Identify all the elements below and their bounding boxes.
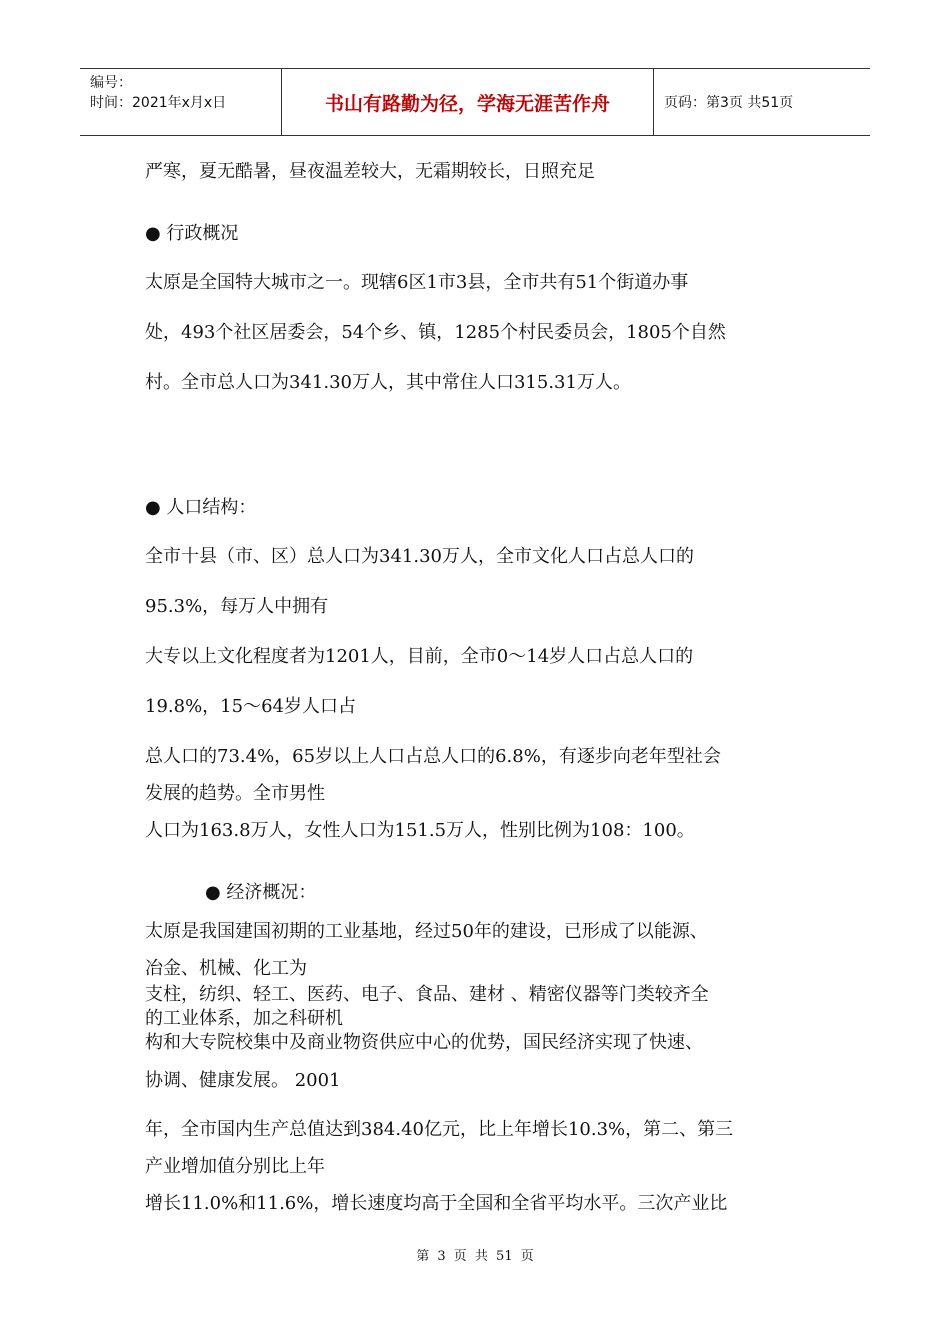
- header-meta-cell: [80, 69, 282, 135]
- header-page-number: 页码：第3页 共51页: [664, 95, 794, 111]
- body-line: 发展的趋势。全市男性: [145, 783, 325, 804]
- document-code-label: 编号：: [90, 75, 132, 91]
- body-line: 产业增加值分别比上年: [145, 1156, 325, 1177]
- body-line: 冶金、机械、化工为: [145, 958, 307, 979]
- body-line: 太原是全国特大城市之一。现辖6区1市3县，全市共有51个街道办事: [145, 272, 689, 293]
- page-footer: 第 3 页 共 51 页: [416, 1249, 534, 1264]
- body-line: 全市十县（市、区）总人口为341.30万人，全市文化人口占总人口的: [145, 546, 694, 567]
- document-date-label: 时间：2021年x月x日: [90, 95, 227, 111]
- body-line: 村。全市总人口为341.30万人，其中常住人口315.31万人。: [145, 372, 631, 393]
- body-line: 19.8%，15～64岁人口占: [145, 696, 356, 717]
- body-line: 总人口的73.4%，65岁以上人口占总人口的6.8%，有逐步向老年型社会: [145, 746, 721, 767]
- body-line: 协调、健康发展。 2001: [145, 1070, 341, 1091]
- body-line: 严寒，夏无酷暑，昼夜温差较大，无霜期较长，日照充足: [145, 161, 595, 182]
- body-line: 95.3%，每万人中拥有: [145, 596, 329, 617]
- section-heading-administration: ● 行政概况: [145, 223, 239, 244]
- body-line: 构和大专院校集中及商业物资供应中心的优势，国民经济实现了快速、: [145, 1032, 703, 1053]
- body-line: 太原是我国建国初期的工业基地，经过50年的建设，已形成了以能源、: [145, 921, 708, 942]
- body-line: 的工业体系，加之科研机: [145, 1008, 343, 1029]
- section-heading-economy: ● 经济概况：: [205, 882, 317, 903]
- body-line: 大专以上文化程度者为1201人，目前，全市0～14岁人口占总人口的: [145, 646, 694, 667]
- body-line: 支柱，纺织、轻工、医药、电子、食品、建材 、精密仪器等门类较齐全: [145, 984, 709, 1005]
- body-line: 处，493个社区居委会，54个乡、镇，1285个村民委员会，1805个自然: [145, 322, 726, 343]
- body-line: 增长11.0%和11.6%，增长速度均高于全国和全省平均水平。三次产业比: [145, 1193, 728, 1214]
- body-line: 人口为163.8万人，女性人口为151.5万人，性别比例为108：100。: [145, 820, 695, 841]
- page-header: [80, 68, 870, 136]
- section-heading-population: ● 人口结构：: [145, 497, 257, 518]
- header-motto: 书山有路勤为径，学海无涯苦作舟: [282, 69, 654, 135]
- body-line: 年，全市国内生产总值达到384.40亿元，比上年增长10.3%，第二、第三: [145, 1119, 734, 1140]
